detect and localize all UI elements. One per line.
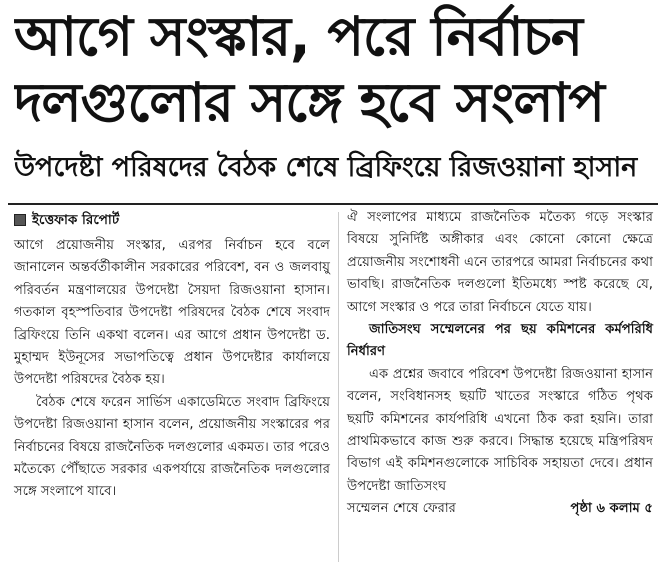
right-paragraph-1: ঐ সংলাপের মাধ্যমে রাজনৈতিক মতৈক্য গড়ে সংস্কার বিষয়ে সুনির্দিষ্ট অঙ্গীকার এবং কোনো কোনো ক্ষেত্রে প্রয়োজনীয় সংশোধনী এনে তারপরে আমরা নির্বাচনের কথা ভাবছি। রাজনৈতিক দলগুলো ইতিমধ্যে স্পষ্ট করেছে যে, আগে সংস্কার ও পরে তারা নির্বাচনে যেতে যায়। [347,210,653,315]
section-subheading: জাতিসংঘ সম্মেলনের পর ছয় কমিশনের কর্মপরিধি নির্ধারণ [347,322,653,360]
left-paragraph-2: বৈঠক শেষে ফরেন সার্ভিস একাডেমিতে সংবাদ ব্রিফিংয়ে উপদেষ্টা রিজওয়ানা হাসান বলেন, প্রয়োজনীয় সংস্কারের পর নির্বাচনের বিষয়ে রাজনৈতিক দলগুলোর একমত। তার পরেও মতৈক্যে পৌঁছাতে সরকার একপর্যায়ে রাজনৈতিক দলগুলোর সঙ্গে সংলাপে যাবে। [14,394,330,500]
headline-line-1: আগে সংস্কার, পরে নির্বাচন [14,5,582,68]
page-jump-reference[interactable]: পৃষ্ঠা ৬ কলাম ৫ [570,501,653,517]
square-bullet-icon [14,214,26,226]
right-last-line: সম্মেলন শেষে ফেরার [347,501,456,517]
continuation-line [347,498,653,520]
left-column [14,207,330,504]
right-paragraph-2: এক প্রশ্নের জবাবে পরিবেশ উপদেষ্টা রিজওয়ানা হাসান বলেন, সংবিধানসহ ছয়টি খাতের সংস্কারে গঠিত পৃথক ছয়টি কমিশনের কার্যপরিধি এখনো ঠিক করা হয়নি। তারা প্রাথমিকভাবে কাজ শুরু করবে। সিদ্ধান্ত হয়েছে মন্ত্রিপরিষদ বিভাগ এই কমিশনগুলোকে সাচিবিক সহায়তা দেবে। প্রধান উপদেষ্টা জাতিসংঘ [347,366,653,494]
byline-text: ইত্তেফাক রিপোর্ট [32,212,120,228]
right-column [347,207,653,521]
left-paragraph-1: আগে প্রয়োজনীয় সংস্কার, এরপর নির্বাচন হবে বলে জানালেন অন্তর্বর্তীকালীন সরকারের পরিবেশ, বন ও জলবায়ু পরিবর্তন মন্ত্রণালয়ের উপদেষ্টা সৈয়দা রিজওয়ানা হাসান। গতকাল বৃহস্পতিবার উপদেষ্টা পরিষদের বৈঠক শেষে সংবাদ ব্রিফিংয়ে তিনি একথা বলেন। এর আগে প্রধান উপদেষ্টা ড. মুহাম্মদ ইউনূসের সভাপতিত্বে প্রধান উপদেষ্টার কার্যালয়ে উপদেষ্টা পরিষদের বৈঠক হয়। [14,238,330,388]
headline-line-2: দলগুলোর সঙ্গে হবে সংলাপ [14,71,604,134]
byline [14,207,330,233]
section-divider [8,203,658,205]
headline [14,4,650,136]
subheadline: উপদেষ্টা পরিষদের বৈঠক শেষে ব্রিফিংয়ে রিজওয়ানা হাসান [14,152,638,183]
column-divider [338,212,339,562]
